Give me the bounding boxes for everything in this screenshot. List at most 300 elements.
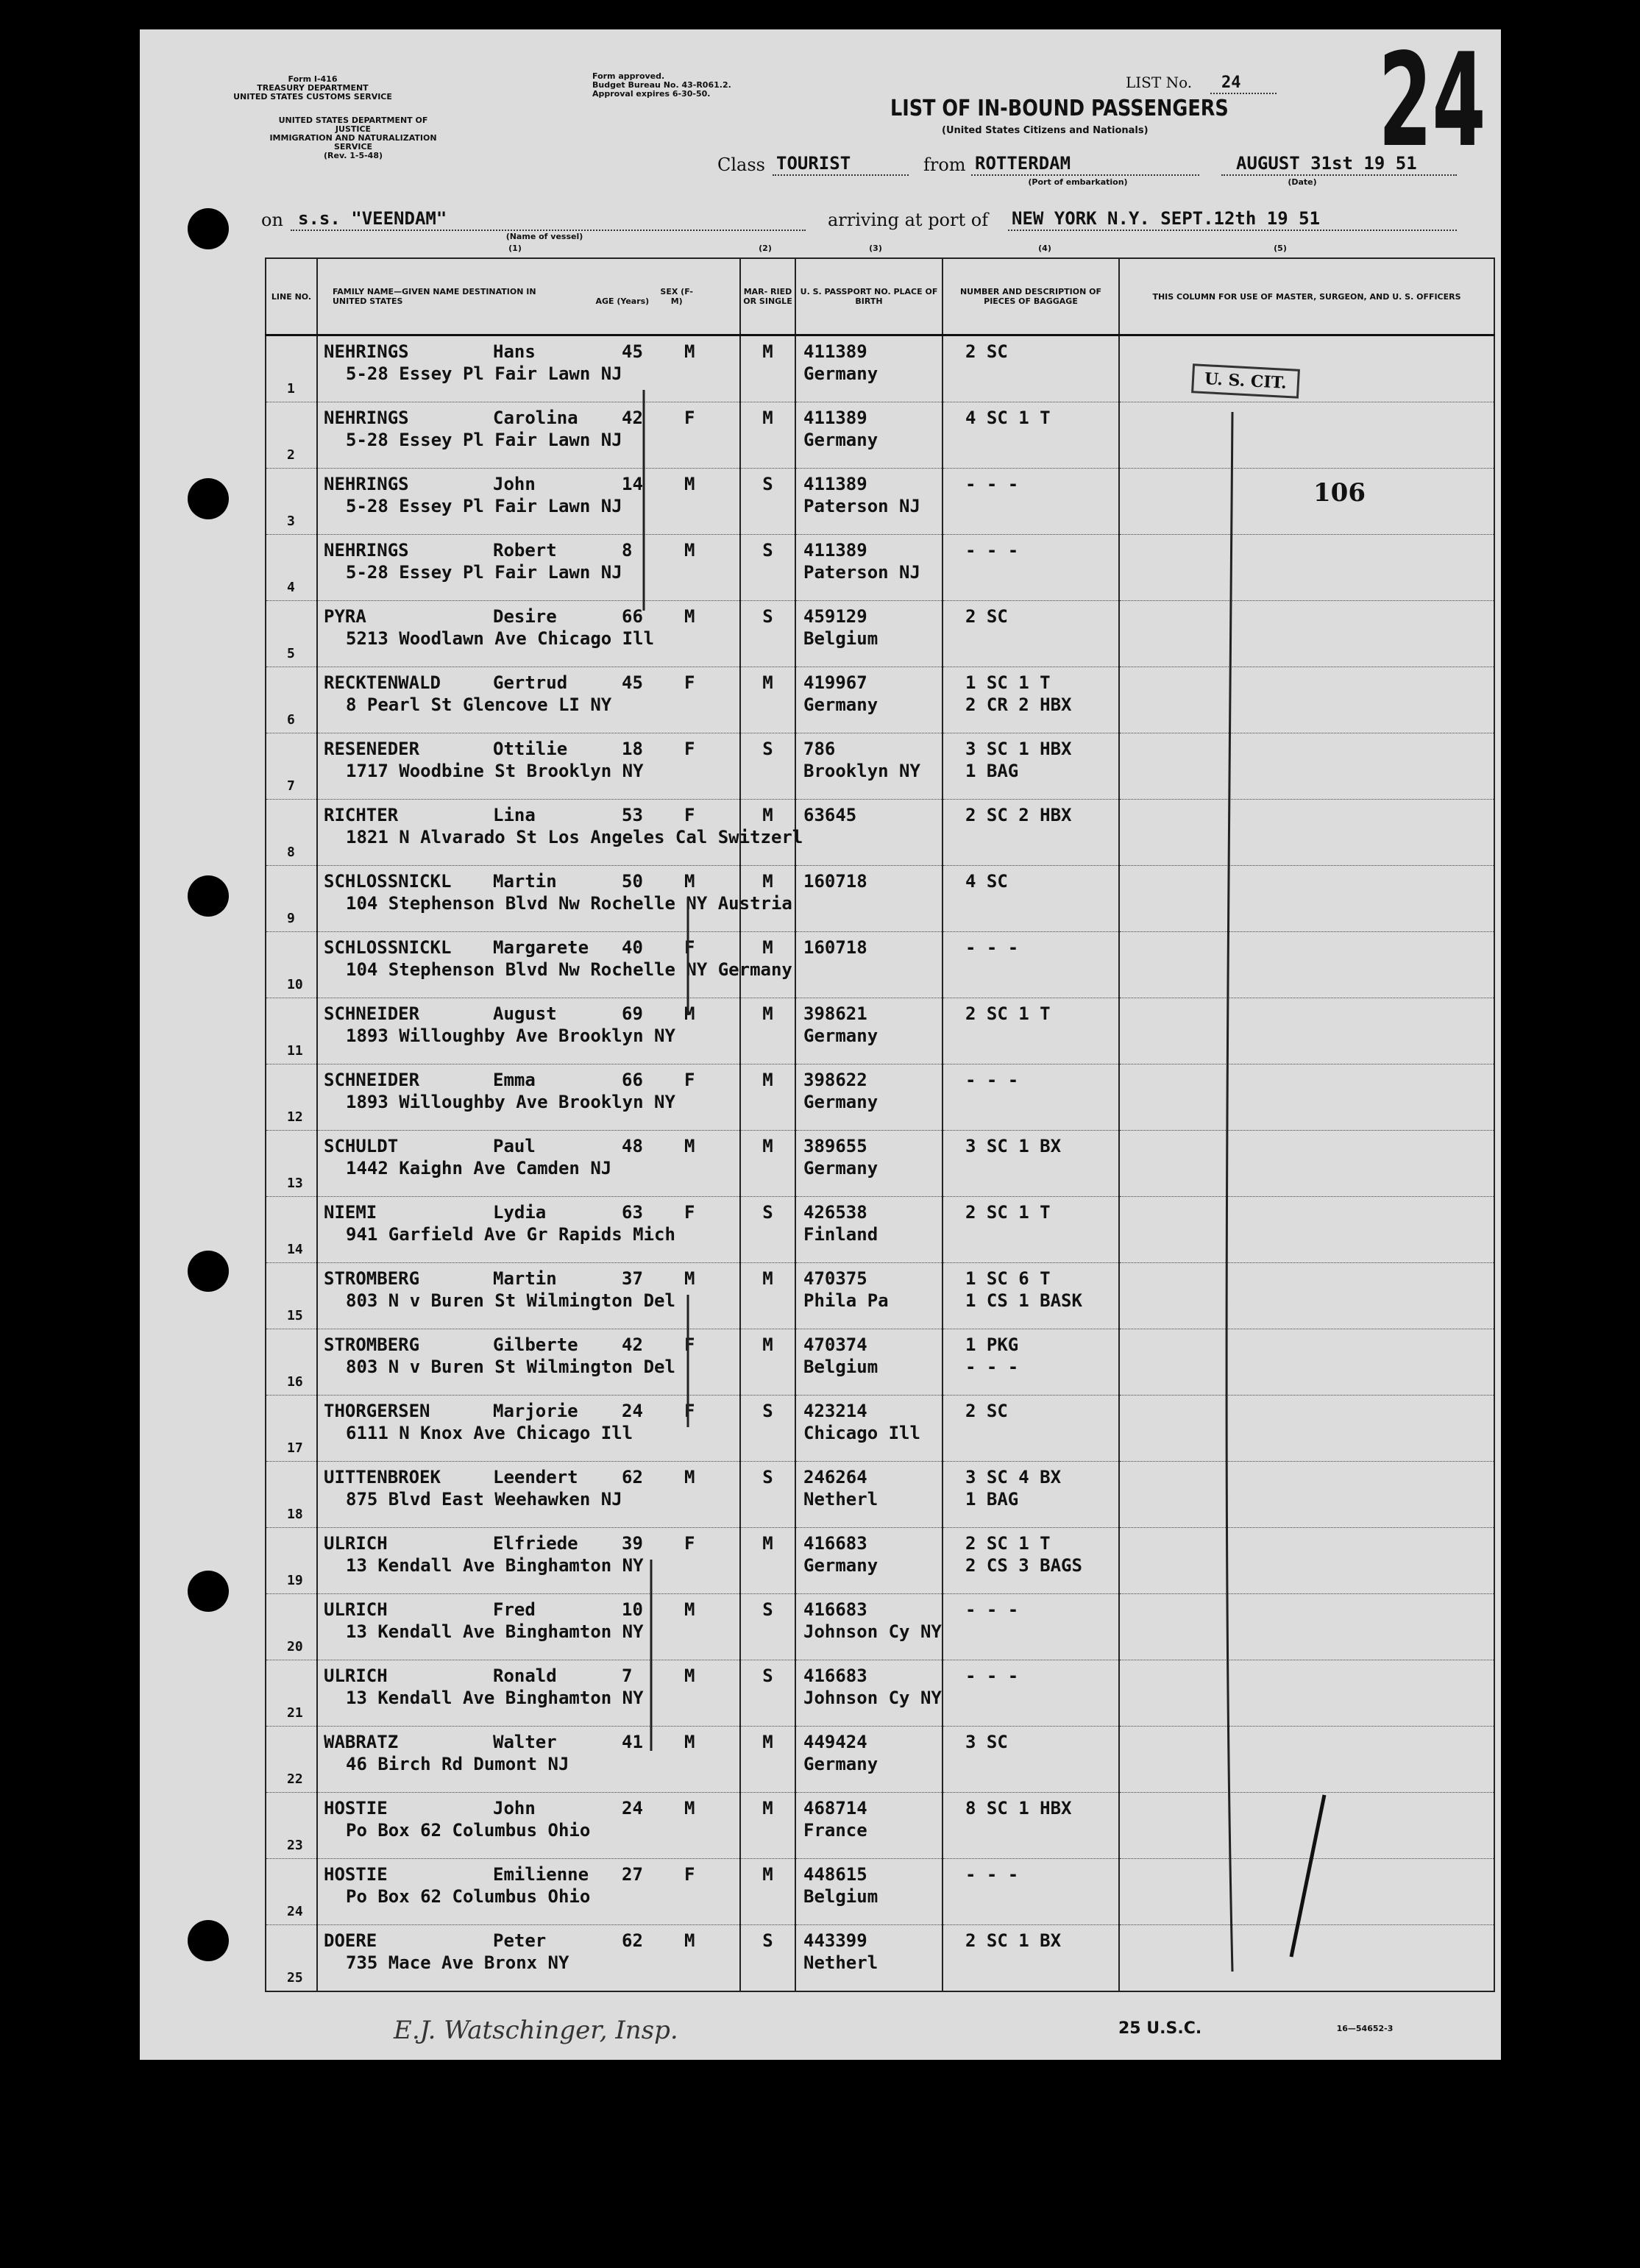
age: 66 — [622, 1070, 643, 1090]
place-of-birth: Germany — [803, 430, 878, 450]
line-number: 3 — [287, 513, 295, 529]
passport-number: 389655 — [803, 1136, 867, 1156]
sex: M — [684, 1003, 695, 1024]
family-name: PYRA — [324, 606, 366, 627]
age: 69 — [622, 1003, 643, 1024]
binder-hole — [188, 1920, 229, 1961]
age: 10 — [622, 1599, 643, 1620]
marital-status: M — [762, 805, 773, 825]
baggage-line-1: 1 SC 6 T — [965, 1268, 1051, 1289]
destination: 6111 N Knox Ave Chicago Ill — [346, 1423, 633, 1443]
destination: 5213 Woodlawn Ave Chicago Ill — [346, 628, 655, 649]
given-name: Ronald — [493, 1666, 557, 1686]
on-label: on — [261, 210, 283, 230]
destination: 1442 Kaighn Ave Camden NJ — [346, 1158, 612, 1179]
destination: 104 Stephenson Blvd Nw Rochelle NY Germany — [346, 959, 792, 980]
sex: M — [684, 1732, 695, 1752]
given-name: Margarete — [493, 937, 589, 958]
marital-status: M — [762, 871, 773, 892]
destination: 13 Kendall Ave Binghamton NY — [346, 1555, 644, 1576]
place-of-birth: Paterson NJ — [803, 562, 920, 583]
family-name: ULRICH — [324, 1533, 388, 1554]
family-name: SCHULDT — [324, 1136, 399, 1156]
line-number: 19 — [287, 1573, 303, 1588]
place-of-birth: Germany — [803, 1025, 878, 1046]
baggage-line-1: 2 SC — [965, 606, 1008, 627]
marital-status: M — [762, 1798, 773, 1819]
marital-status: S — [762, 540, 773, 561]
baggage-line-1: 2 SC 1 BX — [965, 1930, 1062, 1951]
col-line-no: LINE NO. — [266, 258, 317, 335]
customs-service: UNITED STATES CUSTOMS SERVICE — [233, 92, 392, 102]
family-name: SCHNEIDER — [324, 1003, 420, 1024]
col-baggage: NUMBER AND DESCRIPTION OF PIECES OF BAGGAGE — [943, 258, 1119, 335]
place-of-birth: Brooklyn NY — [803, 761, 920, 781]
given-name: Elfriede — [493, 1533, 578, 1554]
age: 63 — [622, 1202, 643, 1223]
sex: F — [684, 739, 695, 759]
destination: 13 Kendall Ave Binghamton NY — [346, 1621, 644, 1642]
marital-status: M — [762, 341, 773, 362]
date-caption: (Date) — [1288, 177, 1317, 187]
sex: M — [684, 474, 695, 494]
line-number: 2 — [287, 447, 295, 463]
line-number: 18 — [287, 1507, 303, 1522]
line-number: 11 — [287, 1043, 303, 1059]
marital-status: S — [762, 1401, 773, 1421]
age: 45 — [622, 341, 643, 362]
given-name: Gertrud — [493, 672, 568, 693]
baggage-line-1: - - - — [965, 1666, 1019, 1686]
col-sex: SEX (F-M) — [660, 287, 693, 306]
line-number: 14 — [287, 1242, 303, 1257]
destination: 803 N v Buren St Wilmington Del — [346, 1357, 675, 1377]
baggage-line-1: 2 SC — [965, 1401, 1008, 1421]
class-value: TOURIST — [776, 153, 851, 174]
family-name: THORGERSEN — [324, 1401, 430, 1421]
family-name: DOERE — [324, 1930, 377, 1951]
marital-status: S — [762, 1202, 773, 1223]
list-no-label: LIST No. — [1126, 74, 1193, 91]
baggage-line-2: 1 BAG — [965, 761, 1019, 781]
arriving-label: arriving at port of — [828, 210, 989, 230]
passport-number: 411389 — [803, 408, 867, 428]
departure-date: AUGUST 31st 19 51 — [1236, 153, 1417, 174]
age: 42 — [622, 1334, 643, 1355]
baggage-line-1: 8 SC 1 HBX — [965, 1798, 1072, 1819]
destination: 5-28 Essey Pl Fair Lawn NJ — [346, 363, 622, 384]
arrival-port-date: NEW YORK N.Y. SEPT.12th 19 51 — [1012, 208, 1321, 229]
place-of-birth: Belgium — [803, 628, 878, 649]
age: 66 — [622, 606, 643, 627]
passport-number: 443399 — [803, 1930, 867, 1951]
line-number: 4 — [287, 580, 295, 595]
sex: M — [684, 1467, 695, 1487]
large-list-number: 24 — [1378, 26, 1486, 176]
family-name: NEHRINGS — [324, 540, 409, 561]
approval-line-3: Approval expires 6-30-50. — [592, 89, 711, 99]
sex: M — [684, 540, 695, 561]
sex: M — [684, 1666, 695, 1686]
family-name: ULRICH — [324, 1599, 388, 1620]
destination: 46 Birch Rd Dumont NJ — [346, 1754, 569, 1774]
marital-status: S — [762, 739, 773, 759]
place-of-birth: Germany — [803, 1092, 878, 1112]
list-no-value: 24 — [1221, 74, 1241, 92]
baggage-line-1: 1 PKG — [965, 1334, 1019, 1355]
ins-service: IMMIGRATION AND NATURALIZATION SERVICE — [269, 133, 437, 152]
binder-hole — [188, 1251, 229, 1292]
place-of-birth: Johnson Cy NY — [803, 1688, 942, 1708]
given-name: Leendert — [493, 1467, 578, 1487]
passport-number: 416683 — [803, 1599, 867, 1620]
marital-status: M — [762, 1070, 773, 1090]
sex: F — [684, 408, 695, 428]
line-number: 21 — [287, 1705, 303, 1721]
passport-number: 448615 — [803, 1864, 867, 1885]
place-of-birth: France — [803, 1820, 867, 1841]
place-of-birth: Finland — [803, 1224, 878, 1245]
given-name: Desire — [493, 606, 557, 627]
destination: 5-28 Essey Pl Fair Lawn NJ — [346, 430, 622, 450]
place-of-birth: Netherl — [803, 1489, 878, 1510]
given-name: Emma — [493, 1070, 536, 1090]
place-of-birth: Germany — [803, 1754, 878, 1774]
line-number: 13 — [287, 1176, 303, 1191]
age: 41 — [622, 1732, 643, 1752]
inspector-signature: E.J. Watschinger, Insp. — [394, 2016, 678, 2045]
passport-number: 398622 — [803, 1070, 867, 1090]
family-name: STROMBERG — [324, 1334, 420, 1355]
sex: M — [684, 1599, 695, 1620]
place-of-birth: Paterson NJ — [803, 496, 920, 516]
manifest-subtitle: (United States Citizens and Nationals) — [942, 125, 1149, 136]
baggage-line-1: - - - — [965, 1070, 1019, 1090]
baggage-line-1: - - - — [965, 937, 1019, 958]
family-name: SCHLOSSNICKL — [324, 937, 452, 958]
col-num-3: (3) — [869, 243, 882, 253]
sex: F — [684, 672, 695, 693]
place-of-birth: Phila Pa — [803, 1290, 889, 1311]
marital-status: M — [762, 1864, 773, 1885]
sex: F — [684, 1070, 695, 1090]
passport-number: 468714 — [803, 1798, 867, 1819]
given-name: Hans — [493, 341, 536, 362]
family-name: RICHTER — [324, 805, 399, 825]
port-embark-caption: (Port of embarkation) — [1028, 177, 1128, 187]
sex: F — [684, 1202, 695, 1223]
given-name: August — [493, 1003, 557, 1024]
passport-number: 160718 — [803, 937, 867, 958]
passport-number: 411389 — [803, 540, 867, 561]
family-name: RESENEDER — [324, 739, 420, 759]
given-name: Peter — [493, 1930, 547, 1951]
line-number: 16 — [287, 1374, 303, 1390]
place-of-birth: Germany — [803, 363, 878, 384]
age: 14 — [622, 474, 643, 494]
age: 37 — [622, 1268, 643, 1289]
line-number: 22 — [287, 1771, 303, 1787]
passport-number: 416683 — [803, 1666, 867, 1686]
family-name: UITTENBROEK — [324, 1467, 441, 1487]
baggage-line-1: 3 SC 1 BX — [965, 1136, 1062, 1156]
marital-status: M — [762, 1334, 773, 1355]
print-number: 16—54652-3 — [1336, 2024, 1394, 2033]
baggage-line-1: - - - — [965, 474, 1019, 494]
baggage-line-1: 2 SC — [965, 341, 1008, 362]
line-number: 6 — [287, 712, 295, 728]
marital-status: M — [762, 672, 773, 693]
age: 45 — [622, 672, 643, 693]
binder-hole — [188, 875, 229, 917]
destination: 875 Blvd East Weehawken NJ — [346, 1489, 622, 1510]
baggage-line-1: 3 SC 1 HBX — [965, 739, 1072, 759]
age: 24 — [622, 1401, 643, 1421]
passport-number: 423214 — [803, 1401, 867, 1421]
baggage-line-1: 2 SC 1 T — [965, 1003, 1051, 1024]
marital-status: S — [762, 606, 773, 627]
sex: F — [684, 1334, 695, 1355]
destination: 13 Kendall Ave Binghamton NY — [346, 1688, 644, 1708]
place-of-birth: Germany — [803, 1555, 878, 1576]
col-age: AGE (Years) — [595, 296, 650, 306]
passport-number: 470375 — [803, 1268, 867, 1289]
sex: F — [684, 937, 695, 958]
destination: 104 Stephenson Blvd Nw Rochelle NY Austria — [346, 893, 792, 914]
given-name: Emilienne — [493, 1864, 589, 1885]
destination: 1893 Willoughby Ave Brooklyn NY — [346, 1025, 675, 1046]
approval-line-2: Budget Bureau No. 43-R061.2. — [592, 80, 731, 90]
passport-number: 470374 — [803, 1334, 867, 1355]
line-number: 9 — [287, 911, 295, 926]
destination: 5-28 Essey Pl Fair Lawn NJ — [346, 562, 622, 583]
passport-number: 426538 — [803, 1202, 867, 1223]
passport-number: 416683 — [803, 1533, 867, 1554]
marital-status: M — [762, 1732, 773, 1752]
binder-hole — [188, 208, 229, 249]
given-name: Gilberte — [493, 1334, 578, 1355]
from-value: ROTTERDAM — [975, 153, 1071, 174]
form-revision: (Rev. 1-5-48) — [323, 151, 383, 160]
passport-number: 398621 — [803, 1003, 867, 1024]
place-of-birth: Chicago Ill — [803, 1423, 920, 1443]
line-number: 25 — [287, 1970, 303, 1986]
line-number: 20 — [287, 1639, 303, 1654]
passport-number: 449424 — [803, 1732, 867, 1752]
footer-code: 25 U.S.C. — [1118, 2019, 1202, 2038]
place-of-birth: Netherl — [803, 1952, 878, 1973]
family-name: RECKTENWALD — [324, 672, 441, 693]
destination: Po Box 62 Columbus Ohio — [346, 1820, 591, 1841]
family-name: WABRATZ — [324, 1732, 399, 1752]
family-name: NIEMI — [324, 1202, 377, 1223]
destination: 1717 Woodbine St Brooklyn NY — [346, 761, 644, 781]
baggage-line-1: - - - — [965, 1864, 1019, 1885]
passport-number: 459129 — [803, 606, 867, 627]
sex: F — [684, 805, 695, 825]
line-number: 7 — [287, 778, 295, 794]
destination: 1821 N Alvarado St Los Angeles Cal Switzerl — [346, 827, 803, 847]
given-name: John — [493, 1798, 536, 1819]
us-citizen-stamp: U. S. CIT. — [1191, 363, 1300, 399]
passport-number: 419967 — [803, 672, 867, 693]
family-name: STROMBERG — [324, 1268, 420, 1289]
family-name: ULRICH — [324, 1666, 388, 1686]
passport-number: 160718 — [803, 871, 867, 892]
line-number: 23 — [287, 1838, 303, 1853]
line-number: 17 — [287, 1440, 303, 1456]
marital-status: M — [762, 1003, 773, 1024]
baggage-line-1: 4 SC 1 T — [965, 408, 1051, 428]
age: 24 — [622, 1798, 643, 1819]
col-married: MAR- RIED OR SINGLE — [740, 258, 795, 335]
baggage-line-2: - - - — [965, 1357, 1019, 1377]
baggage-line-1: 2 SC 1 T — [965, 1202, 1051, 1223]
given-name: Lina — [493, 805, 536, 825]
sex: F — [684, 1401, 695, 1421]
sex: F — [684, 1864, 695, 1885]
manifest-page — [140, 26, 1501, 2060]
marital-status: M — [762, 1136, 773, 1156]
destination: 803 N v Buren St Wilmington Del — [346, 1290, 675, 1311]
form-number: Form I-416 — [288, 74, 338, 84]
marital-status: S — [762, 1599, 773, 1620]
age: 40 — [622, 937, 643, 958]
col-name: FAMILY NAME—GIVEN NAME DESTINATION IN UNITED STATES — [333, 287, 536, 306]
vessel-caption: (Name of vessel) — [505, 232, 583, 241]
destination: 1893 Willoughby Ave Brooklyn NY — [346, 1092, 675, 1112]
passport-number: 411389 — [803, 341, 867, 362]
binder-hole — [188, 478, 229, 519]
marital-status: S — [762, 1930, 773, 1951]
manifest-title: LIST OF IN-BOUND PASSENGERS — [890, 96, 1229, 121]
line-number: 24 — [287, 1904, 303, 1919]
baggage-line-2: 1 BAG — [965, 1489, 1019, 1510]
family-name: SCHLOSSNICKL — [324, 871, 452, 892]
destination: Po Box 62 Columbus Ohio — [346, 1886, 591, 1907]
age: 50 — [622, 871, 643, 892]
baggage-line-1: 2 SC 2 HBX — [965, 805, 1072, 825]
baggage-line-2: 2 CS 3 BAGS — [965, 1555, 1082, 1576]
age: 42 — [622, 408, 643, 428]
destination: 5-28 Essey Pl Fair Lawn NJ — [346, 496, 622, 516]
given-name: Paul — [493, 1136, 536, 1156]
place-of-birth: Germany — [803, 1158, 878, 1179]
marital-status: M — [762, 1533, 773, 1554]
sex: M — [684, 1930, 695, 1951]
approval-line-1: Form approved. — [592, 71, 665, 81]
age: 48 — [622, 1136, 643, 1156]
baggage-line-1: 2 SC 1 T — [965, 1533, 1051, 1554]
marital-status: M — [762, 937, 773, 958]
col-passport: U. S. PASSPORT NO. PLACE OF BIRTH — [795, 258, 943, 335]
baggage-line-1: 1 SC 1 T — [965, 672, 1051, 693]
col-officers: THIS COLUMN FOR USE OF MASTER, SURGEON, AND U. S. OFFICERS — [1119, 258, 1494, 335]
family-name: NEHRINGS — [324, 408, 409, 428]
line-number: 10 — [287, 977, 303, 992]
baggage-line-1: 3 SC — [965, 1732, 1008, 1752]
given-name: Carolina — [493, 408, 578, 428]
sex: M — [684, 1798, 695, 1819]
place-of-birth: Belgium — [803, 1886, 878, 1907]
passport-number: 411389 — [803, 474, 867, 494]
baggage-line-2: 1 CS 1 BASK — [965, 1290, 1082, 1311]
family-name: HOSTIE — [324, 1798, 388, 1819]
passport-number: 786 — [803, 739, 836, 759]
age: 62 — [622, 1930, 643, 1951]
baggage-line-1: - - - — [965, 540, 1019, 561]
sex: M — [684, 871, 695, 892]
family-name: NEHRINGS — [324, 474, 409, 494]
given-name: Lydia — [493, 1202, 547, 1223]
destination: 941 Garfield Ave Gr Rapids Mich — [346, 1224, 675, 1245]
age: 7 — [622, 1666, 633, 1686]
age: 62 — [622, 1467, 643, 1487]
given-name: Marjorie — [493, 1401, 578, 1421]
sex: M — [684, 1136, 695, 1156]
baggage-line-1: - - - — [965, 1599, 1019, 1620]
marital-status: S — [762, 474, 773, 494]
marital-status: M — [762, 408, 773, 428]
from-label: from — [923, 154, 966, 175]
family-name: NEHRINGS — [324, 341, 409, 362]
line-number: 15 — [287, 1308, 303, 1323]
col-num-1: (1) — [508, 243, 522, 253]
given-name: Walter — [493, 1732, 557, 1752]
baggage-line-1: 4 SC — [965, 871, 1008, 892]
age: 8 — [622, 540, 633, 561]
destination: 735 Mace Ave Bronx NY — [346, 1952, 569, 1973]
col-num-5: (5) — [1274, 243, 1287, 253]
given-name: Martin — [493, 871, 557, 892]
passport-number: 246264 — [803, 1467, 867, 1487]
age: 53 — [622, 805, 643, 825]
class-label: Class — [717, 154, 765, 175]
sex: M — [684, 606, 695, 627]
justice-dept: UNITED STATES DEPARTMENT OF JUSTICE — [278, 115, 428, 134]
sex: M — [684, 1268, 695, 1289]
vessel-name: s.s. "VEENDAM" — [298, 208, 447, 229]
given-name: Fred — [493, 1599, 536, 1620]
marital-status: M — [762, 1268, 773, 1289]
sex: F — [684, 1533, 695, 1554]
officer-note-number: 106 — [1313, 478, 1366, 508]
place-of-birth: Germany — [803, 694, 878, 715]
col-num-4: (4) — [1038, 243, 1051, 253]
given-name: Ottilie — [493, 739, 568, 759]
line-number: 5 — [287, 646, 295, 661]
given-name: Martin — [493, 1268, 557, 1289]
line-number: 1 — [287, 381, 295, 397]
col-num-2: (2) — [759, 243, 772, 253]
marital-status: S — [762, 1467, 773, 1487]
given-name: John — [493, 474, 536, 494]
age: 39 — [622, 1533, 643, 1554]
line-number: 8 — [287, 845, 295, 860]
age: 18 — [622, 739, 643, 759]
sex: M — [684, 341, 695, 362]
pen-marks — [140, 26, 1501, 2060]
given-name: Robert — [493, 540, 557, 561]
age: 27 — [622, 1864, 643, 1885]
treasury-dept: TREASURY DEPARTMENT — [257, 83, 369, 93]
destination: 8 Pearl St Glencove LI NY — [346, 694, 612, 715]
line-number: 12 — [287, 1109, 303, 1125]
binder-hole — [188, 1571, 229, 1612]
place-of-birth: Belgium — [803, 1357, 878, 1377]
marital-status: S — [762, 1666, 773, 1686]
family-name: SCHNEIDER — [324, 1070, 420, 1090]
